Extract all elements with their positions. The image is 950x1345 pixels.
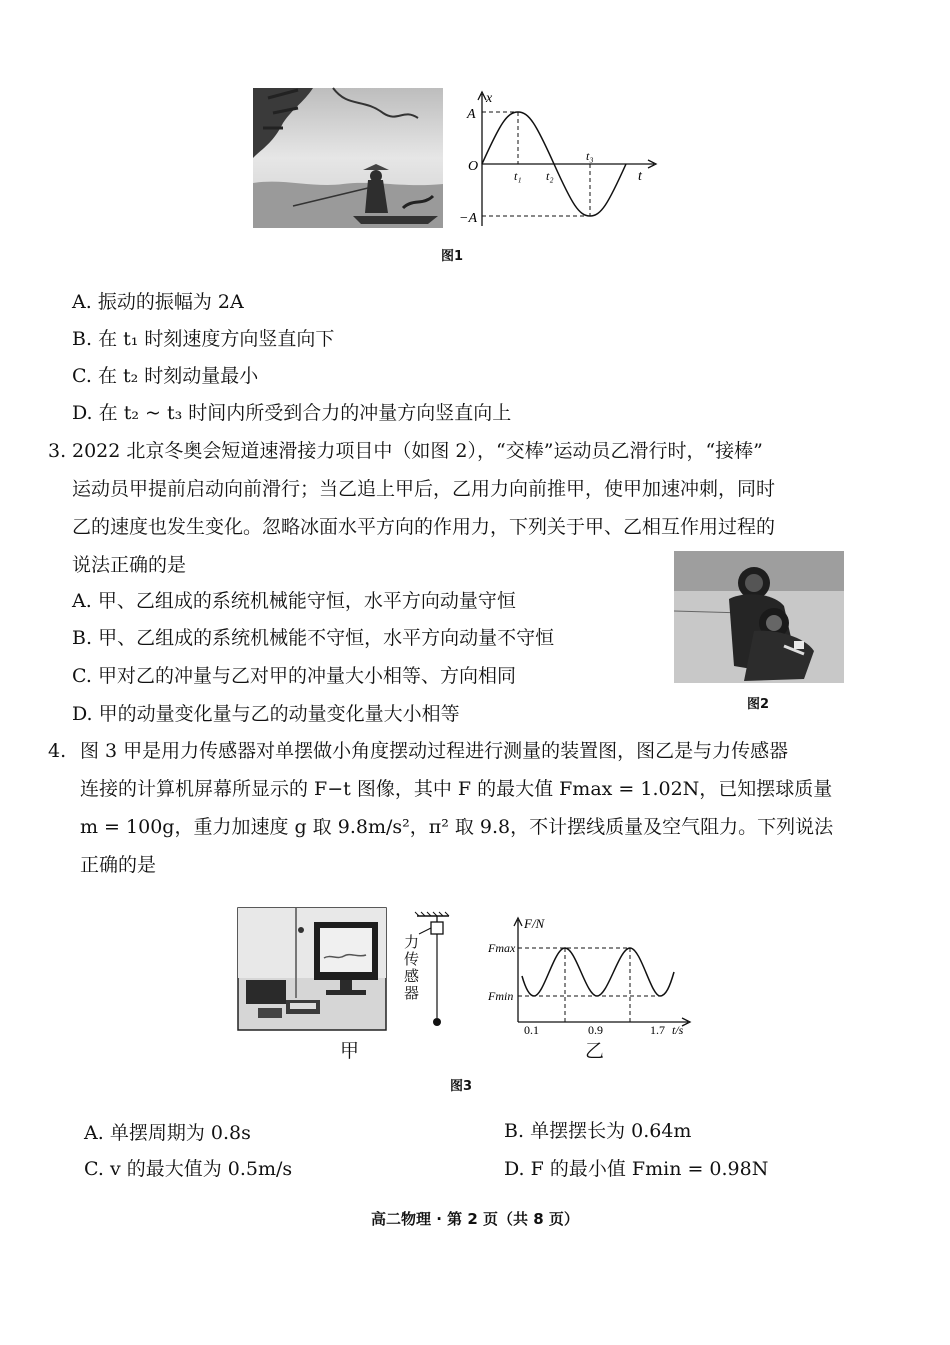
- option-text: 甲、乙组成的系统机械能守恒，水平方向动量守恒: [97, 590, 516, 612]
- t3-label: t₃: [586, 149, 594, 163]
- option-letter: D.: [72, 703, 93, 725]
- fig2-caption: 图2: [747, 697, 770, 712]
- neg-amp-label: −A: [459, 211, 477, 226]
- fig1-painting: [253, 88, 443, 228]
- option-text: 振动的振幅为 2A: [97, 291, 244, 313]
- speed-skaters-image: [674, 551, 844, 683]
- q4-stem-line-2: 连接的计算机屏幕所显示的 F−t 图像，其中 F 的最大值 Fmax = 1.02N，已知摆球质量: [80, 778, 833, 800]
- t-axis-label: t/s: [672, 1023, 684, 1037]
- option-letter: D.: [504, 1158, 525, 1180]
- option-letter: C.: [84, 1158, 104, 1180]
- q4-number: 4.: [48, 740, 67, 762]
- option-letter: A.: [72, 590, 92, 612]
- q2-option-b: [72, 326, 334, 352]
- q3-option-a: [72, 588, 516, 614]
- option-text: 甲对乙的冲量与乙对甲的冲量大小相等、方向相同: [97, 665, 516, 687]
- q4-option-d: [504, 1156, 768, 1182]
- force-curve: [522, 948, 674, 996]
- q4-stem-line-3: m = 100g，重力加速度 g 取 9.8m/s²，π² 取 9.8，不计摆线质量及空气阻力。下列说法: [80, 816, 834, 838]
- fmax-label: Fmax: [488, 941, 516, 955]
- t-axis-label: t: [638, 169, 642, 184]
- option-letter: B.: [504, 1120, 525, 1142]
- option-text: 单摆摆长为 0.64m: [530, 1120, 692, 1142]
- amp-label: A: [467, 107, 476, 122]
- q3-option-c: [72, 663, 516, 689]
- fishing-painting-image: [253, 88, 443, 228]
- sensor-box: [431, 922, 443, 934]
- option-letter: D.: [72, 402, 93, 424]
- q3-stem-line-2: 运动员甲提前启动向前滑行；当乙追上甲后，乙用力向前推甲，使甲加速冲刺，同时: [72, 478, 776, 500]
- option-text: 甲、乙组成的系统机械能不守恒，水平方向动量不守恒: [98, 627, 555, 649]
- q4-option-b: [504, 1118, 691, 1144]
- origin-label: O: [468, 159, 479, 174]
- q3-option-b: [72, 625, 554, 651]
- pendulum-bob: [433, 1018, 441, 1026]
- option-letter: B.: [72, 627, 93, 649]
- fig3-ft-graph: [488, 914, 698, 1036]
- q2-option-c: [72, 363, 258, 389]
- option-text: 甲的动量变化量与乙的动量变化量大小相等: [98, 703, 460, 725]
- tick-0.1: 0.1: [524, 1023, 539, 1037]
- q4-option-c: [84, 1156, 292, 1182]
- q3-stem-line-3: 乙的速度也发生变化。忽略冰面水平方向的作用力，下列关于甲、乙相互作用过程的: [72, 516, 776, 538]
- option-text: v 的最大值为 0.5m/s: [109, 1158, 293, 1180]
- fig3-jia-photo: [238, 908, 386, 1030]
- computer-setup-image: [238, 908, 386, 1030]
- fig3-label-yi: 乙: [585, 1040, 605, 1062]
- fig2-photo: [674, 551, 844, 683]
- q4-stem-line-4: 正确的是: [80, 854, 157, 876]
- fmin-label: Fmin: [488, 989, 514, 1003]
- sensor-label: 力传感器: [404, 933, 420, 1002]
- option-letter: A.: [72, 291, 92, 313]
- option-letter: C.: [72, 365, 92, 387]
- fig3-caption: 图3: [450, 1079, 473, 1094]
- q3-stem-line-4: 说法正确的是: [72, 554, 187, 576]
- option-text: 在 t₂ ~ t₃ 时间内所受到合力的冲量方向竖直向上: [98, 402, 512, 424]
- t1-label: t₁: [514, 169, 522, 183]
- f-axis-label: F/N: [524, 916, 545, 931]
- q3-stem-line-1: 2022 北京冬奥会短道速滑接力项目中（如图 2），“交棒”运动员乙滑行时，“接棒”: [72, 440, 763, 462]
- t2-label: t₂: [546, 169, 554, 183]
- option-letter: C.: [72, 665, 92, 687]
- q2-option-a: [72, 289, 244, 315]
- fig3-label-jia: 甲: [340, 1040, 360, 1062]
- option-text: 在 t₂ 时刻动量最小: [97, 365, 259, 387]
- x-axis-label: x: [486, 91, 493, 106]
- q3-number: 3.: [48, 440, 67, 462]
- option-text: 单摆周期为 0.8s: [109, 1122, 251, 1144]
- option-letter: A.: [84, 1122, 104, 1144]
- tick-1.7: 1.7: [650, 1023, 665, 1037]
- q2-option-d: [72, 400, 511, 426]
- fig1-caption: 图1: [441, 249, 464, 264]
- option-text: 在 t₁ 时刻速度方向竖直向下: [98, 328, 335, 350]
- page-footer: 高二物理 · 第 2 页（共 8 页）: [371, 1210, 579, 1228]
- tick-0.9: 0.9: [588, 1023, 603, 1037]
- option-text: F 的最小值 Fmin = 0.98N: [530, 1158, 769, 1180]
- option-letter: B.: [72, 328, 93, 350]
- q3-option-d: [72, 701, 460, 727]
- fig1-graph: [459, 88, 662, 230]
- q4-option-a: [84, 1120, 251, 1146]
- q4-stem-line-1: 图 3 甲是用力传感器对单摆做小角度摆动过程进行测量的装置图，图乙是与力传感器: [80, 740, 789, 762]
